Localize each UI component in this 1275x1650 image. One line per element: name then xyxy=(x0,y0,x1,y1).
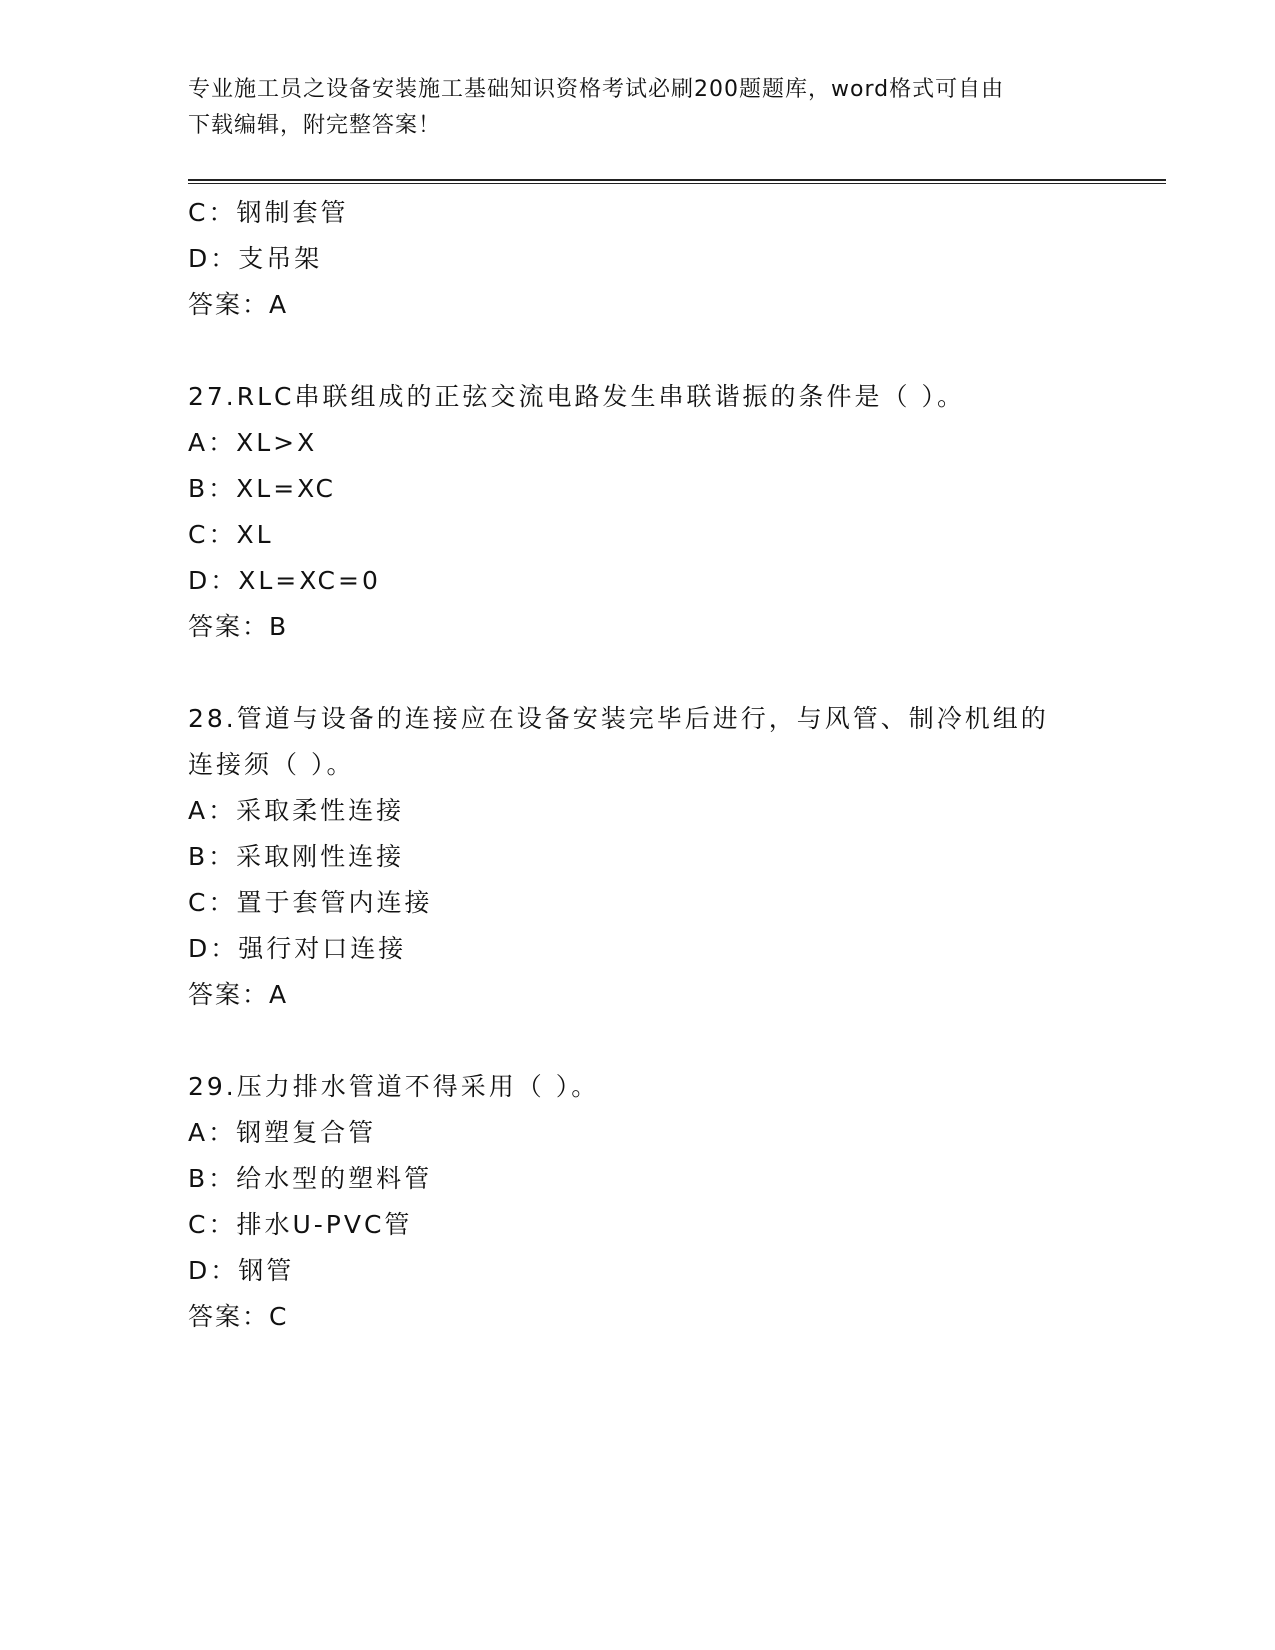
question-stem-continued: 连接须（ ）。 xyxy=(188,750,355,779)
question-27 xyxy=(188,374,1148,650)
option-a: A：采取柔性连接 xyxy=(188,796,405,825)
option-b: B：给水型的塑料管 xyxy=(188,1164,433,1193)
answer-line: 答案：A xyxy=(188,290,289,319)
document-body xyxy=(188,190,1148,1340)
option-b: B：采取刚性连接 xyxy=(188,842,405,871)
page-header xyxy=(188,72,1088,144)
question-28 xyxy=(188,696,1148,1018)
option-d: D：支吊架 xyxy=(188,244,323,273)
option-d: D：强行对口连接 xyxy=(188,934,407,963)
question-stem: 29.压力排水管道不得采用（ ）。 xyxy=(188,1072,600,1101)
question-stem: 27.RLC串联组成的正弦交流电路发生串联谐振的条件是（ ）。 xyxy=(188,382,965,411)
question-26-continued xyxy=(188,190,1148,328)
header-title-line-1: 专业施工员之设备安装施工基础知识资格考试必刷200题题库，word格式可自由 xyxy=(188,77,1005,102)
option-a: A：钢塑复合管 xyxy=(188,1118,377,1147)
option-d: D：钢管 xyxy=(188,1256,295,1285)
header-title-line-2: 下载编辑，附完整答案！ xyxy=(188,113,442,138)
option-c: C：排水U-PVC管 xyxy=(188,1210,413,1239)
spacer xyxy=(188,328,1148,374)
spacer xyxy=(188,650,1148,696)
spacer xyxy=(188,1018,1148,1064)
answer-line: 答案：A xyxy=(188,980,289,1009)
question-29 xyxy=(188,1064,1148,1340)
option-b: B：XL=XC xyxy=(188,474,336,503)
option-c: C：XL xyxy=(188,520,274,549)
option-a: A：XL>X xyxy=(188,428,318,457)
answer-line: 答案：B xyxy=(188,612,289,641)
answer-line: 答案：C xyxy=(188,1302,289,1331)
question-stem: 28.管道与设备的连接应在设备安装完毕后进行，与风管、制冷机组的 xyxy=(188,704,1049,733)
header-divider xyxy=(188,179,1166,184)
option-c: C：钢制套管 xyxy=(188,198,349,227)
option-c: C：置于套管内连接 xyxy=(188,888,433,917)
option-d: D：XL=XC=0 xyxy=(188,566,381,595)
